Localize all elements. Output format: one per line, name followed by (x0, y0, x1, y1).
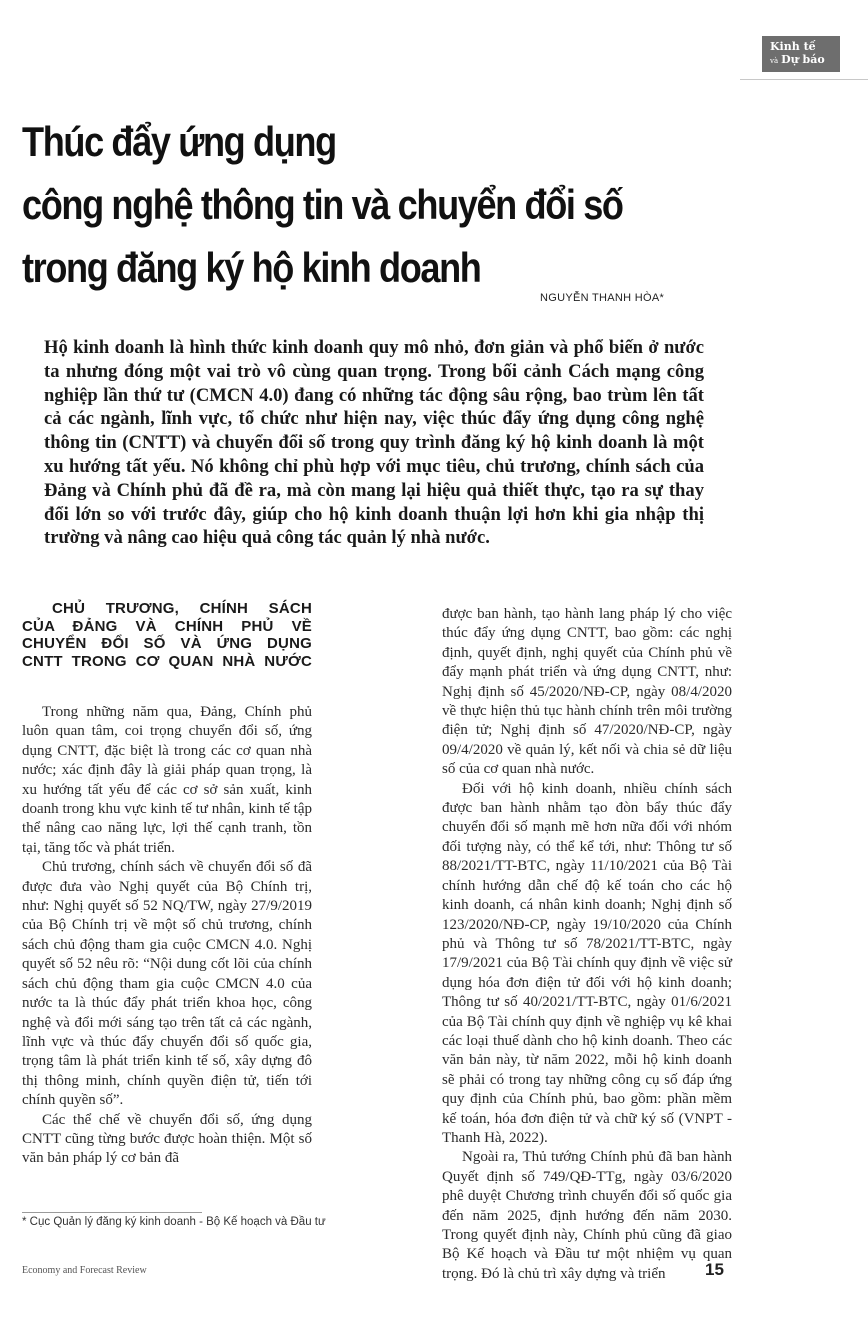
body-paragraph: Ngoài ra, Thủ tướng Chính phủ đã ban hành Quyết định số 749/QĐ-TTg, ngày 03/6/2020 phê duyệt Chương trình chuyển đổi số quốc gia đến năm 2025, định hướng đến năm 2030. Trong quyết định này, Chính phủ cũng đã giao Bộ Kế hoạch và Đầu tư một nhiệm vụ quan trọng. Đó là chủ trì xây dựng và triển (442, 1149, 732, 1282)
author-byline: NGUYỄN THANH HÒA* (540, 292, 665, 304)
body-paragraph: Trong những năm qua, Đảng, Chính phủ luôn quan tâm, coi trọng chuyển đổi số, ứng dụng CNTT, đặc biệt là trong các cơ quan nhà nước; xác định đây là giải pháp quan trọng, là xu hướng tất yếu để các cơ sở sản xuất, kinh doanh trong khu vực kinh tế tư nhân, kinh tế tập thể nâng cao năng lực, lợi thế cạnh tranh, tồn tại, tăng tốc và phát triển. (22, 704, 312, 856)
badge-line-2-prefix: và (770, 57, 779, 65)
left-column (22, 600, 312, 1169)
title-line-3: trong đăng ký hộ kinh doanh (22, 244, 481, 291)
badge-line-1: Kinh tế (770, 40, 816, 53)
body-paragraph: Các thể chế về chuyển đổi số, ứng dụng CNTT cũng từng bước được hoàn thiện. Một số văn bản pháp lý cơ bản đã (22, 1111, 312, 1167)
footnote-rule (22, 1212, 202, 1213)
section-heading: CHỦ TRƯƠNG, CHÍNH SÁCH CỦA ĐẢNG VÀ CHÍNH PHỦ VỀ CHUYỂN ĐỔI SỐ VÀ ỨNG DỤNG CNTT TRONG CƠ QUAN NHÀ NƯỚC (22, 600, 312, 670)
badge-line-2: Dự báo (781, 53, 825, 66)
body-paragraph: Chủ trương, chính sách về chuyển đổi số đã được đưa vào Nghị quyết của Bộ Chính trị, như: Nghị quyết số 52 NQ/TW, ngày 27/9/2019 của Bộ Chính trị về một số chủ trương, chính sách chủ động tham gia cuộc CMCN 4.0. Nghị quyết số 52 nêu rõ: “Nội dung cốt lõi của chính sách chủ động tham gia cuộc CMCN 4.0 của nước ta là thúc đẩy phát triển khoa học, công nghệ và đổi mới sáng tạo trên tất cả các ngành, lĩnh vực và thúc đẩy chuyển đổi số quốc gia, trọng tâm là phát triển kinh tế số, xây dựng đô thị thông minh, chính quyền điện tử, tiến tới chính quyền số”. (22, 859, 312, 1109)
body-paragraph: được ban hành, tạo hành lang pháp lý cho việc thúc đẩy ứng dụng CNTT, bao gồm: các nghị định, quyết định, nghị quyết của Chính phủ về đẩy mạnh phát triển và ứng dụng CNTT, như: Nghị định số 45/2020/NĐ-CP, ngày 08/4/2020 về thực hiện thủ tục hành chính trên môi trường điện tử; Nghị định số 47/2020/NĐ-CP, ngày 09/4/2020 về quản lý, kết nối và chia sẻ dữ liệu số của cơ quan nhà nước. (442, 606, 732, 778)
journal-name: Economy and Forecast Review (22, 1265, 147, 1276)
body-paragraph: Đối với hộ kinh doanh, nhiều chính sách được ban hành nhằm tạo đòn bẩy thúc đẩy chuyển đổi số mạnh mẽ hơn nữa đối với nhóm đối tượng này, có thể kể tới, như: Thông tư số 88/2021/TT-BTC, ngày 11/10/2021 của Bộ Tài chính hướng dẫn chế độ kế toán cho các hộ kinh doanh, cá nhân kinh doanh; Nghị định số 123/2020/NĐ-CP, ngày 19/10/2020 của Chính phủ và Thông tư số 78/2021/TT-BTC, ngày 17/9/2021 của Bộ Tài chính quy định về việc sử dụng hóa đơn điện tử đối với hộ kinh doanh; Thông tư số 40/2021/TT-BTC, ngày 01/6/2021 của Bộ Tài chính quy định về nghiệp vụ kê khai các loại thuế dành cho hộ kinh doanh. Theo các văn bản này, từ năm 2022, mỗi hộ kinh doanh sẽ phải có trong tay những công cụ số đáp ứng quy định của Chính phủ, bao gồm: phần mềm kế toán, hóa đơn điện tử và chữ ký số (VNPT - Thanh Hà, 2022). (442, 780, 732, 1146)
journal-logo-badge (762, 36, 840, 72)
footnote: * Cục Quản lý đăng ký kinh doanh - Bộ Kế hoạch và Đầu tư (22, 1216, 326, 1228)
title-line-2: công nghệ thông tin và chuyển đổi số (22, 181, 623, 228)
abstract: Hộ kinh doanh là hình thức kinh doanh quy mô nhỏ, đơn giản và phổ biến ở nước ta nhưng đóng một vai trò vô cùng quan trọng. Trong bối cảnh Cách mạng công nghiệp lần thứ tư (CMCN 4.0) đang có những tác động sâu rộng, bao trùm lên tất cả các ngành, lĩnh vực, tổ chức như hiện nay, việc thúc đẩy ứng dụng công nghệ thông tin (CNTT) và chuyển đổi số trong quy trình đăng ký hộ kinh doanh là một xu hướng tất yếu. Nó không chỉ phù hợp với mục tiêu, chủ trương, chính sách của Đảng và Chính phủ đã đề ra, mà còn mang lại hiệu quả thiết thực, tạo ra sự thay đổi lớn so với trước đây, giúp cho hộ kinh doanh thuận lợi hơn khi gia nhập thị trường và nâng cao hiệu quả công tác quản lý nhà nước. (44, 337, 704, 549)
page-number: 15 (705, 1260, 724, 1279)
title-line-1: Thúc đẩy ứng dụng (22, 118, 336, 165)
right-column (442, 605, 732, 1284)
article-title (22, 110, 676, 299)
header-rule (740, 79, 868, 80)
